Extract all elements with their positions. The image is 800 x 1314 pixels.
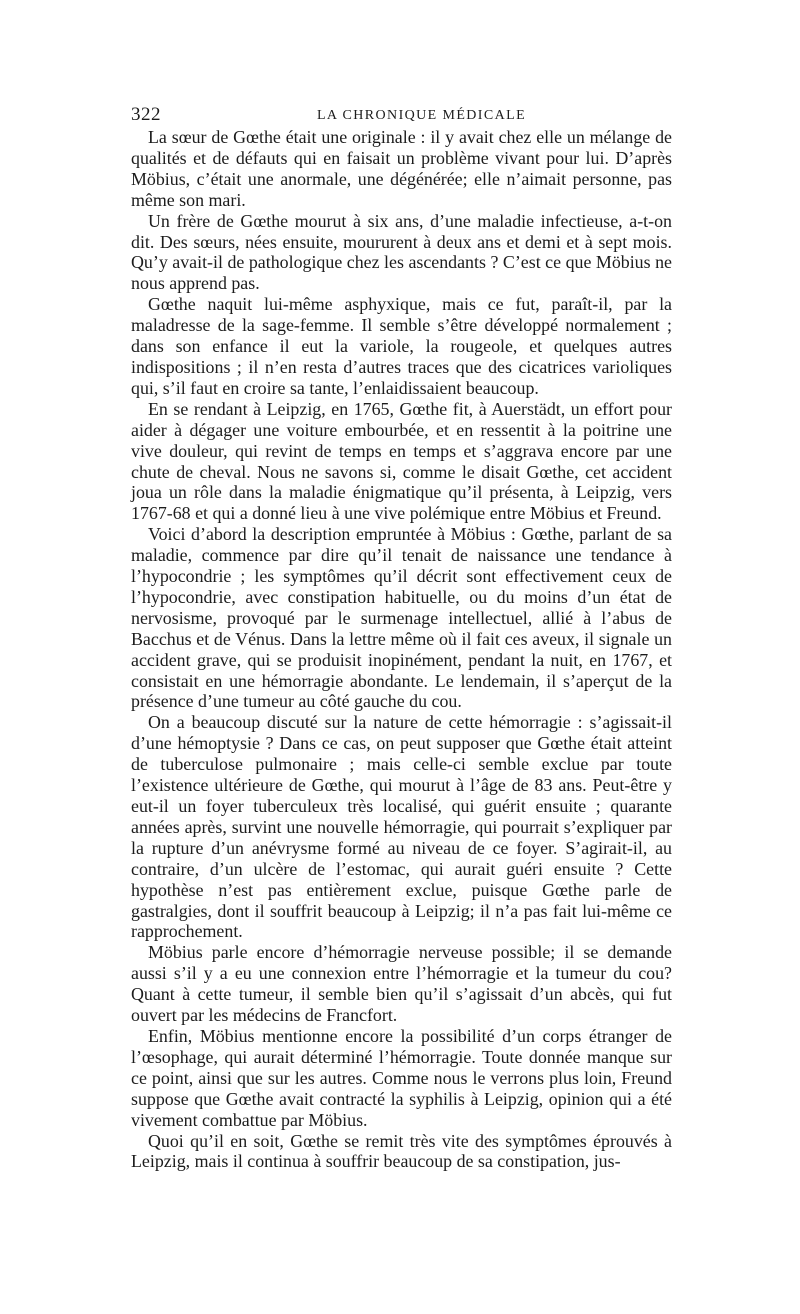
paragraph-hemorrhage-debate: On a beaucoup discuté sur la nature de cette hémorragie : s’agissait-il d’une hémoptysie ? Dans ce cas, on peut supposer que Gœthe était atteint de tuberculose pulmonaire ; mais celle-ci semble exclue par toute l’existence ultérieure de Gœthe, qui mourut à l’âge de 83 ans. Peut-être y eut-il un foyer tuberculeux très localisé, qui guérit ensuite ; quarante années après, survint une nouvelle hémorragie, qui pourrait s’expliquer par la rupture d’un anévrysme formé au niveau de ce foyer. S’agirait-il, au contraire, d’un ulcère de l’estomac, qui aurait guéri ensuite ? Cette hypothèse n’est pas entièrement exclue, puisque Gœthe parle de gastralgies, dont il souffrit beaucoup à Leipzig; il n’a pas fait lui-même ce rapprochement. <box>131 712 672 942</box>
paragraph-recovery: Quoi qu’il en soit, Gœthe se remit très vite des symptômes éprouvés à Leipzig, mais il continua à souffrir beaucoup de sa constipation, jus- <box>131 1130 672 1172</box>
journal-title: LA CHRONIQUE MÉDICALE <box>316 108 527 123</box>
body-text <box>131 127 672 1172</box>
paragraph-goethe-siblings: Un frère de Gœthe mourut à six ans, d’une maladie infectieuse, a-t-on dit. Des sœurs, nées ensuite, moururent à deux ans et demi et à sept mois. Qu’y avait-il de pathologique chez les ascendants ? C’est ce que Möbius ne nous apprend pas. <box>131 210 672 294</box>
paragraph-goethe-birth: Gœthe naquit lui-même asphyxique, mais ce fut, paraît-il, par la maladresse de la sage-femme. Il semble s’être développé normalement ; dans son enfance il eut la variole, la rougeole, et quelques autres indispositions ; il n’en resta d’autres traces que des cicatrices varioliques qui, s’il faut en croire sa tante, l’enlaidissaient beaucoup. <box>131 294 672 398</box>
page-number: 322 <box>131 104 161 125</box>
paragraph-nervous-hemorrhage: Möbius parle encore d’hémorragie nerveuse possible; il se demande aussi s’il y a eu une connexion entre l’hémorragie et la tumeur du cou? Quant à cette tumeur, il semble bien qu’il s’agissait d’un abcès, qui fut ouvert par les médecins de Francfort. <box>131 942 672 1026</box>
paragraph-goethe-sister: La sœur de Gœthe était une originale : il y avait chez elle un mélange de qualités et de défauts qui en faisait un problème vivant pour lui. D’après Möbius, c’était une anormale, une dégénérée; elle n’aimait personne, pas même son mari. <box>131 127 672 210</box>
paragraph-foreign-body: Enfin, Möbius mentionne encore la possibilité d’un corps étranger de l’œsophage, qui aurait déterminé l’hémorragie. Toute donnée manque sur ce point, ainsi que sur les autres. Comme nous le verrons plus loin, Freund suppose que Gœthe avait contracté la syphilis à Leipzig, opinion qui a été vivement combattue par Möbius. <box>131 1025 672 1130</box>
paragraph-leipzig-accident: En se rendant à Leipzig, en 1765, Gœthe fit, à Auerstädt, un effort pour aider à dégager une voiture embourbée, et en ressentit à la poitrine une vive douleur, qui revint de temps en temps et s’aggrava encore par une chute de cheval. Nous ne savons si, comme le disait Gœthe, cet accident joua un rôle dans la maladie énigmatique qu’il présenta, à Leipzig, vers 1767-68 et qui a donné lieu à une vive polémique entre Möbius et Freund. <box>131 398 672 524</box>
paragraph-mobius-description: Voici d’abord la description empruntée à Möbius : Gœthe, parlant de sa maladie, commence par dire qu’il tenait de naissance une tendance à l’hypocondrie ; les symptômes qu’il décrit sont effectivement ceux de l’hypocondrie, avec constipation habituelle, ou du moins d’un état de nervosisme, provoqué par le surmenage intellectuel, allié à l’abus de Bacchus et de Vénus. Dans la lettre même où il fait ces aveux, il signale un accident grave, qui se produisit inopinément, pendant la nuit, en 1767, et consistait en une hémorragie abondante. Le lendemain, il s’aperçut de la présence d’une tumeur au côté gauche du cou. <box>131 524 672 712</box>
